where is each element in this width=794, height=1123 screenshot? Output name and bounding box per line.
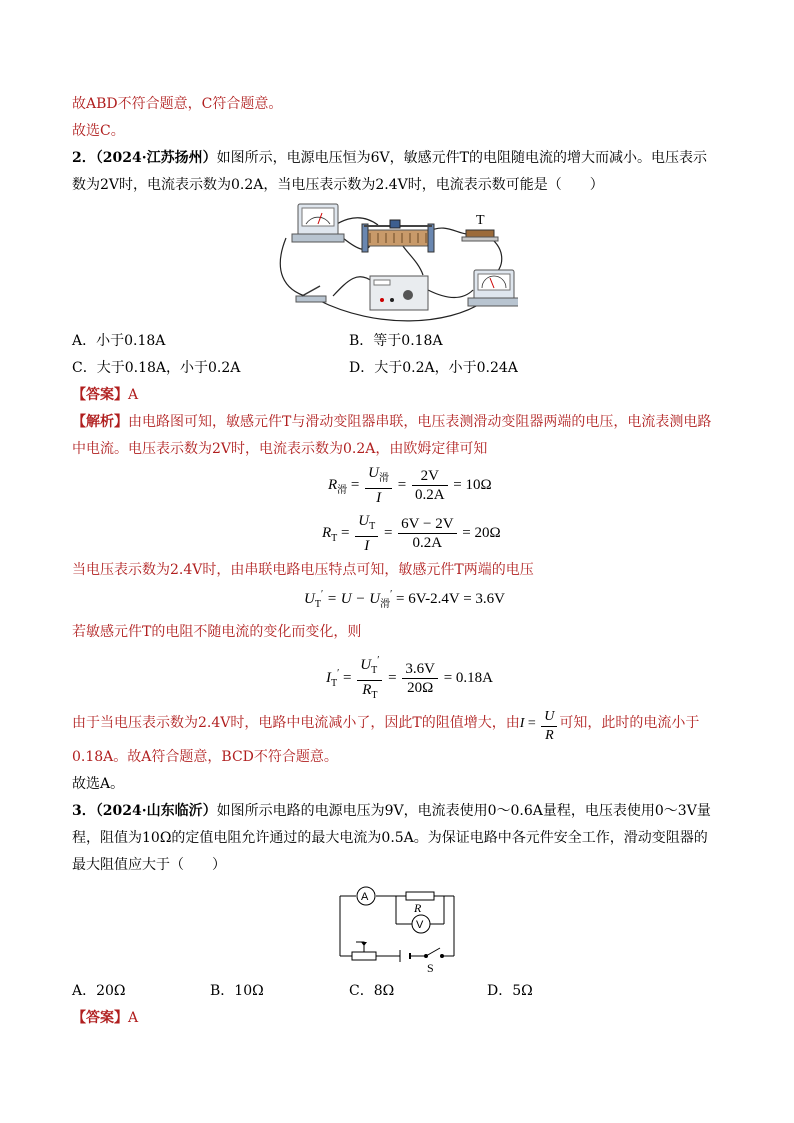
equation-u-t: $U_T' = U - U_滑' = 6V-2.4V = 3.6V$ bbox=[304, 589, 506, 610]
q2-final-line: 故选A。 bbox=[72, 776, 125, 792]
q3-stem-line1 bbox=[72, 801, 711, 821]
q2-option-c[interactable]: C．大于0.18A，小于0.2A bbox=[72, 360, 241, 376]
choice-line: 故选C。 bbox=[72, 123, 125, 139]
q3-option-d[interactable]: D．5Ω bbox=[487, 983, 533, 999]
conclusion-line: 故ABD不符合题意，C符合题意。 bbox=[72, 96, 283, 112]
voltmeter-device bbox=[292, 204, 344, 242]
answer-value: A bbox=[128, 1010, 139, 1026]
ammeter-device bbox=[468, 270, 518, 306]
svg-text:A: A bbox=[361, 891, 369, 903]
q2-source: （2024·江苏扬州） bbox=[95, 150, 217, 166]
answer-value: A bbox=[128, 387, 139, 403]
q3-option-b[interactable]: B．10Ω bbox=[210, 983, 264, 999]
q3-number: 3． bbox=[72, 803, 96, 819]
q2-option-a[interactable]: A．小于0.18A bbox=[72, 333, 166, 349]
q3-stem-line2: 程，阻值为10Ω的定值电阻允许通过的最大电流为0.5A。为保证电路中各元件安全工作，滑动变阻器的 bbox=[72, 830, 708, 846]
q2-analysis-line1 bbox=[72, 412, 711, 432]
q2-text1: 如图所示，电源电压恒为6V，敏感元件T的电阻随电流的增大而减小。电压表示 bbox=[216, 150, 707, 166]
q2-analysis-line4: 若敏感元件T的电阻不随电流的变化而变化，则 bbox=[72, 624, 362, 640]
power-supply-device bbox=[370, 276, 428, 310]
analysis-tag: 【解析】 bbox=[72, 414, 128, 430]
label-r: R bbox=[414, 901, 422, 915]
q2-apparatus-figure bbox=[278, 200, 518, 325]
q2-analysis-line5: 由于当电压表示数为2.4V时，电路中电流减小了，因此T的阻值增大，由I = $\frac{U}{R}$ 可知，此时的电流小于 bbox=[72, 709, 700, 743]
equation-i-t: $I_T'$ = $\frac{U_T'}{R_T}$ = $\frac{3.6V}{20\Omega}$ = 0.18A bbox=[326, 652, 493, 705]
answer-tag: 【答案】 bbox=[72, 1010, 128, 1026]
sensitive-element-device bbox=[462, 213, 498, 241]
svg-text:V: V bbox=[416, 919, 424, 931]
q3-answer-line bbox=[72, 1008, 138, 1028]
equation-r-t: $R_T$ = $\frac{U_T}{I}$ = $\frac{6V - 2V}{0.2A}$ = 20Ω bbox=[322, 513, 501, 554]
answer-tag: 【答案】 bbox=[72, 387, 128, 403]
q3-text1: 如图所示电路的电源电压为9V，电流表使用0～0.6A量程，电压表使用0～3V量 bbox=[216, 803, 711, 819]
q3-stem-line3: 最大阻值应大于（ ） bbox=[72, 857, 226, 873]
ohm-law-inline: I = $\frac{U}{R}$ bbox=[520, 716, 560, 731]
equation-r-slider: $R_滑$ = $\frac{U_滑}{I}$ = $\frac{2V}{0.2A}$ = 10Ω bbox=[328, 465, 492, 506]
q2-stem-line2: 数为2V时，电流表示数为0.2A，当电压表示数为2.4V时，电流表示数可能是（ ） bbox=[72, 177, 604, 193]
q2-answer-line bbox=[72, 385, 138, 405]
q2-option-b[interactable]: B．等于0.18A bbox=[349, 333, 443, 349]
q3-circuit-diagram bbox=[330, 880, 460, 975]
label-T: T bbox=[476, 213, 485, 228]
q3-option-a[interactable]: A．20Ω bbox=[72, 983, 126, 999]
q3-option-c[interactable]: C．8Ω bbox=[349, 983, 395, 999]
voltmeter-symbol bbox=[412, 915, 430, 933]
q2-analysis-line3: 当电压表示数为2.4V时，由串联电路电压特点可知，敏感元件T两端的电压 bbox=[72, 562, 534, 578]
q2-analysis-line2: 中电流。电压表示数为2V时，电流表示数为0.2A，由欧姆定律可知 bbox=[72, 441, 488, 457]
q3-source: （2024·山东临沂） bbox=[95, 803, 217, 819]
q2-analysis-line6: 0.18A。故A符合题意，BCD不符合题意。 bbox=[72, 749, 338, 765]
q2-number: 2． bbox=[72, 150, 96, 166]
rheostat-symbol bbox=[352, 952, 376, 960]
rheostat-device bbox=[362, 220, 434, 252]
label-s: S bbox=[427, 961, 434, 975]
ammeter-symbol bbox=[357, 887, 375, 905]
q2-option-d[interactable]: D．大于0.2A，小于0.24A bbox=[349, 360, 518, 376]
analysis-text1: 由电路图可知，敏感元件T与滑动变阻器串联，电压表测滑动变阻器两端的电压，电流表测电路 bbox=[128, 414, 712, 430]
resistor-r bbox=[406, 892, 434, 900]
q2-stem-line1 bbox=[72, 148, 707, 168]
